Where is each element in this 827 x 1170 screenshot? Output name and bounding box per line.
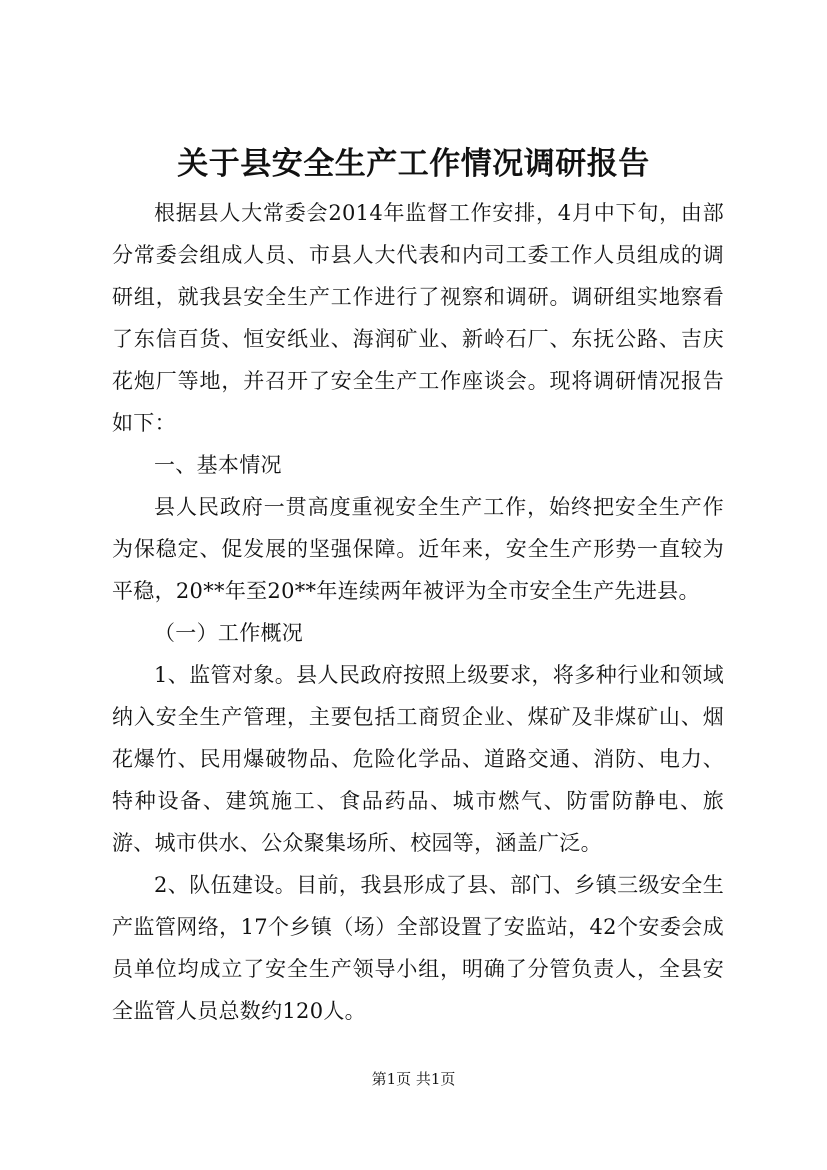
document-body <box>112 192 724 1032</box>
section-heading-basic-situation: 一、基本情况 <box>154 453 282 477</box>
document-title: 关于县安全生产工作情况调研报告 <box>177 146 650 182</box>
page-number-footer: 第1页 共1页 <box>371 1070 456 1088</box>
subsection-heading-work-overview: （一）工作概况 <box>154 621 304 645</box>
supervision-targets-paragraph: 1、监管对象。县人民政府按照上级要求，将多种行业和领域纳入安全生产管理，主要包括工商贸企业、煤矿及非煤矿山、烟花爆竹、民用爆破物品、危险化学品、道路交通、消防、电力、特种设备、建筑施工、食品药品、城市燃气、防雷防静电、旅游、城市供水、公众聚集场所、校园等，涵盖广泛。 <box>112 663 724 855</box>
basic-situation-paragraph: 县人民政府一贯高度重视安全生产工作，始终把安全生产作为保稳定、促发展的坚强保障。近年来，安全生产形势一直较为平稳，20**年至20**年连续两年被评为全市安全生产先进县。 <box>112 495 724 603</box>
intro-paragraph: 根据县人大常委会2014年监督工作安排，4月中下旬，由部分常委会组成人员、市县人大代表和内司工委工作人员组成的调研组，就我县安全生产工作进行了视察和调研。调研组实地察看了东信百货、恒安纸业、海润矿业、新岭石厂、东抚公路、吉庆花炮厂等地，并召开了安全生产工作座谈会。现将调研情况报告如下： <box>112 201 724 435</box>
team-building-paragraph: 2、队伍建设。目前，我县形成了县、部门、乡镇三级安全生产监管网络，17个乡镇（场）全部设置了安监站，42个安委会成员单位均成立了安全生产领导小组，明确了分管负责人，全县安全监管人员总数约120人。 <box>112 873 724 1023</box>
